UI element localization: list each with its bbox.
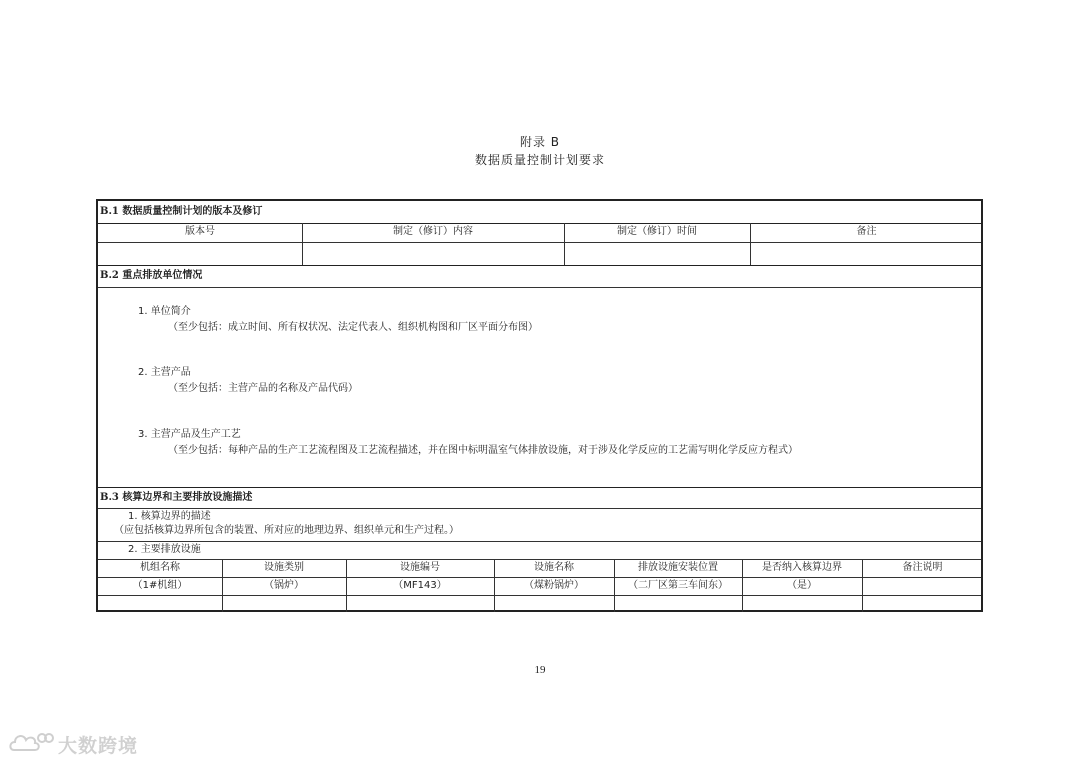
b2-item3-note: （至少包括：每种产品的生产工艺流程图及工艺流程描述，并在图中标明温室气体排放设施，对于涉及化学反应的工艺需写明化学反应方程式） bbox=[168, 445, 798, 456]
b3-item1-title: 1. 核算边界的描述 bbox=[128, 511, 211, 522]
b3-item2-title: 2. 主要排放设施 bbox=[128, 544, 201, 555]
b3-header-location: 排放设施安装位置 bbox=[638, 562, 718, 573]
b2-item3-title: 3. 主营产品及生产工艺 bbox=[138, 429, 241, 440]
appendix-label: 附录 B bbox=[519, 135, 561, 149]
b2-item1-note: （至少包括：成立时间、所有权状况、法定代表人、组织机构图和厂区平面分布图） bbox=[168, 322, 538, 333]
b3-cell-name: （煤粉锅炉） bbox=[524, 580, 584, 591]
b3-cell-boundary: （是） bbox=[787, 580, 817, 591]
section-b1-heading: B.1 数据质量控制计划的版本及修订 bbox=[100, 206, 263, 217]
b3-header-unit: 机组名称 bbox=[140, 562, 180, 573]
appendix-title bbox=[0, 134, 1080, 168]
b2-item2-note: （至少包括：主营产品的名称及产品代码） bbox=[168, 383, 358, 394]
b3-cell-category: （锅炉） bbox=[264, 580, 304, 591]
section-b2-heading: B.2 重点排放单位情况 bbox=[100, 270, 203, 281]
b1-header-content: 制定（修订）内容 bbox=[393, 226, 473, 237]
b3-header-id: 设施编号 bbox=[400, 562, 440, 573]
requirements-table bbox=[96, 199, 983, 612]
b3-header-category: 设施类别 bbox=[264, 562, 304, 573]
watermark-text: 大数跨境 bbox=[58, 735, 139, 757]
appendix-subtitle: 数据质量控制计划要求 bbox=[474, 153, 605, 167]
b3-header-boundary: 是否纳入核算边界 bbox=[762, 562, 842, 573]
b3-item1-note: （应包括核算边界所包含的装置、所对应的地理边界、组织单元和生产过程。） bbox=[114, 525, 459, 536]
b3-cell-location: （二厂区第三车间东） bbox=[628, 580, 728, 591]
b1-header-remark: 备注 bbox=[856, 226, 877, 237]
b2-item1-title: 1. 单位简介 bbox=[138, 306, 191, 317]
b3-cell-id: （MF143） bbox=[393, 580, 447, 591]
b1-header-time: 制定（修订）时间 bbox=[617, 226, 697, 237]
b3-cell-unit: （1#机组） bbox=[132, 580, 188, 591]
b1-header-version: 版本号 bbox=[185, 226, 215, 237]
b3-header-name: 设施名称 bbox=[534, 562, 574, 573]
watermark bbox=[8, 730, 138, 759]
section-b3-heading: B.3 核算边界和主要排放设施描述 bbox=[100, 492, 253, 503]
b3-header-remark: 备注说明 bbox=[902, 562, 943, 573]
page-number: 19 bbox=[534, 664, 546, 676]
b2-item2-title: 2. 主营产品 bbox=[138, 367, 191, 378]
cloud-logo-icon bbox=[8, 730, 54, 759]
